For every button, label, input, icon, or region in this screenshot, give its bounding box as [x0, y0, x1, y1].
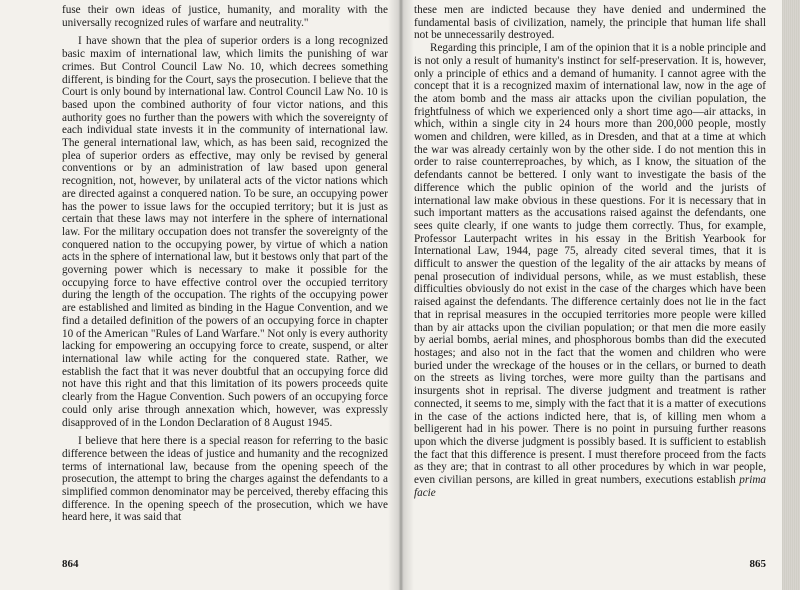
left-paragraph-2: I have shown that the plea of superior orders is a long recognized basic maxim of international law, which limits the punishing of war crimes. But Control Council Law No. 10, which decrees something different, is binding for the Court, says the prosecution. I believe that the Court is only bound by international law. Control Council Law No. 10 is based upon the combined authority of four victor nations, and this authority goes no further than the powers with which the sovereignty of each individual state invests it in the community of international law. The general international law, which, as has been said, recognized the plea of superior orders as effective, may only be revised by general conventions or by an administration of law based upon general recognition, not, however, by unilateral acts of the victor nations which are directed against a conquered nation. To be sure, an occupying power has the power to issue laws for the occupied territory; but it is just as certain that these laws may not interfere in the sphere of international law. For the military occupation does not transfer the sovereignty of the conquered nation to the occupying power, by virtue of which a nation acts in the sphere of international law, but it bestows only that part of the governing power which is necessary to make it possible for the occupying force to have effective control over the occupied territory during the length of the occupation. The rights of the occupying power are established and limited as binding in the Hague Convention, and we find a detailed definition of the powers of an occupying force in chapter 10 of the American "Rules of Land Warfare." Not only is every authority lacking for empowering an occupying force to create, suspend, or alter international law while acting for the conquered state. Rather, we establish the fact that it was never doubtful that an occupying force did not have this right and that this limitation of its powers proceeds quite clearly from the Hague Convention. Such powers of an occupying force could only arise through annexation which, however, was expressly disapproved of in the London Declaration of 8 August 1945. — [62, 35, 388, 429]
left-paragraph-3: I believe that here there is a special reason for referring to the basic difference between the ideas of justice and humanity and the recognized terms of international law, because from the opening speech of the prosecution, the attempt to bring the charges against the defendants to a simplified common denominator may be perceived, thereby effacing this difference. In the opening speech of the prosecution, which we have heard here, it was said that — [62, 435, 388, 524]
left-page — [0, 0, 398, 590]
right-paragraph-2 — [414, 42, 766, 499]
left-paragraph-1: fuse their own ideas of justice, humanity, and morality with the universally recognized rules of warfare and neutrality." — [62, 4, 388, 29]
right-paragraph-2-text: Regarding this principle, I am of the opinion that it is a noble principle and is not only a result of humanity's instinct for self-preservation. It is, however, only a principle of ethics and a demand of humanity. I cannot agree with the concept that it is a recognized maxim of international law, now in the age of the atom bomb and the mass air attacks upon the civilian population, the frightfulness of which we experienced only a short time ago—air attacks, in which, within a single city in 24 hours more than 200,000 people, mostly women and children, were killed, as in Dresden, and that at a time at which the war was already certainly won by the other side. I do not mention this in order to raise counterreproaches, by which, as I know, the situation of the defendants cannot be bettered. I only want to investigate the basis of the difference which the public opinion of the world and the jurists of international law make obvious in these questions. For it is necessary that in such important matters as the accusations raised against the defendants, one sees quite clearly, if one wants to judge them correctly. Thus, for example, Professor Lauterpacht writes in his essay in the British Yearbook for International Law, 1944, page 75, already cited several times, that it is difficult to answer the question of the legality of the air attacks by means of penal prosecution of individual persons, while, as we must establish, these difficulties obviously do not exist in the case of the charges which have been raised against the defendants. The difference certainly does not lie in the fact that in reprisal measures in the occupied territories more people were killed than by air attacks upon the civilian population; or that men die more easily by aerial bombs, aerial mines, and phosphorous bombs than did the executed hostages; and also not in the fact that the women and children who were buried under the wreckage of the houses or in the cellars, or burned to death on the streets as living torches, were more guilty than the partisans and insurgents shot in reprisal. The diverse judgment and treatment is rather connected, it seems to me, simply with the fact that it is a matter of executions in the case of the actions indicted here, that is, of killing men whom a belligerent had in his power. There is no point in pursuing further reasons upon which the diverse judgment is possibly based. It is sufficient to establish the fact that this difference is present. I must therefore proceed from the facts as they are; that in contrast to all other procedures by which in war people, even civilian persons, are killed in great numbers, executions establish — [414, 42, 766, 487]
right-paragraph-1: these men are indicted because they have denied and undermined the fundamental basis of civilization, namely, the principle that human life shall not be unnecessarily destroyed. — [414, 4, 766, 42]
right-closing-italic: prima facie — [414, 474, 766, 499]
left-page-number: 864 — [62, 558, 79, 570]
right-page-number: 865 — [749, 558, 766, 570]
page-edges — [782, 0, 800, 590]
right-page — [402, 0, 800, 590]
